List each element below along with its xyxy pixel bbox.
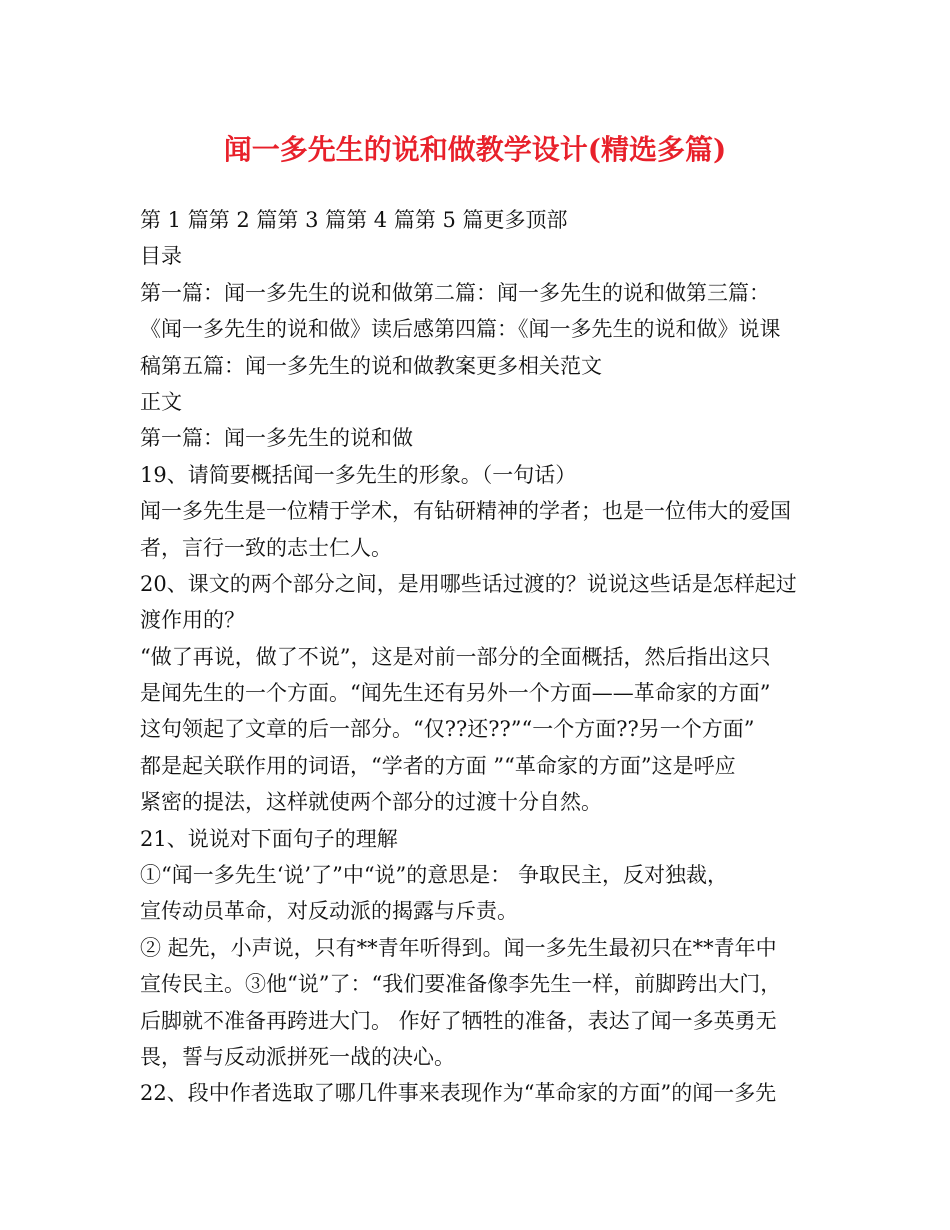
text-line: 闻一多先生是一位精于学术，有钻研精神的学者；也是一位伟大的爱国 xyxy=(140,499,791,524)
text-line: 宣传动员革命，对反动派的揭露与斥责。 xyxy=(140,899,518,924)
text-line: 者，言行一致的志士仁人。 xyxy=(140,535,392,560)
text-line: 渡作用的？ xyxy=(140,608,245,633)
text-line: 正文 xyxy=(140,389,182,414)
text-line: “做了再说，做了不说”，这是对前一部分的全面概括，然后指出这只 xyxy=(140,644,771,669)
text-line: 19、请简要概括闻一多先生的形象。（一句话） xyxy=(140,462,577,487)
text-line: 20、课文的两个部分之间，是用哪些话过渡的？说说这些话是怎样起过 xyxy=(140,571,797,596)
text-line: 后脚就不准备再跨进大门。 作好了牺牲的准备，表达了闻一多英勇无 xyxy=(140,1008,777,1033)
text-line: 紧密的提法，这样就使两个部分的过渡十分自然。 xyxy=(140,790,602,815)
text-line: 《闻一多先生的说和做》读后感第四篇：《闻一多先生的说和做》说课 xyxy=(140,317,781,342)
document-title: 闻一多先生的说和做教学设计(精选多篇) xyxy=(223,133,727,166)
document-body xyxy=(140,202,820,1112)
text-line: ①“闻一多先生‘说’了”中“说”的意思是： 争取民主，反对独裁， xyxy=(140,863,728,888)
text-line: 这句领起了文章的后一部分。“仅??还??”“一个方面??另一个方面” xyxy=(140,717,755,742)
text-line: 第 1 篇第 2 篇第 3 篇第 4 篇第 5 篇更多顶部 xyxy=(140,208,568,232)
text-line: 第一篇：闻一多先生的说和做第二篇：闻一多先生的说和做第三篇： xyxy=(140,280,770,305)
text-line: ② 起先，小声说，只有**青年听得到。闻一多先生最初只在**青年中 xyxy=(140,935,777,960)
text-line: 都是起关联作用的词语，“学者的方面 ”“革命家的方面”这是呼应 xyxy=(140,753,736,778)
text-line: 第一篇：闻一多先生的说和做 xyxy=(140,426,413,451)
text-line: 是闻先生的一个方面。“闻先生还有另外一个方面——革命家的方面” xyxy=(140,681,771,706)
text-line: 21、说说对下面句子的理解 xyxy=(140,826,398,851)
text-line: 畏，誓与反动派拼死一战的决心。 xyxy=(140,1044,455,1069)
text-line: 宣传民主。③他“说”了：“我们要准备像李先生一样，前脚跨出大门， xyxy=(140,972,782,997)
text-line: 稿第五篇：闻一多先生的说和做教案更多相关范文 xyxy=(140,353,602,378)
text-line: 目录 xyxy=(140,244,182,269)
text-line: 22、段中作者选取了哪几件事来表现作为“革命家的方面”的闻一多先 xyxy=(140,1081,777,1106)
